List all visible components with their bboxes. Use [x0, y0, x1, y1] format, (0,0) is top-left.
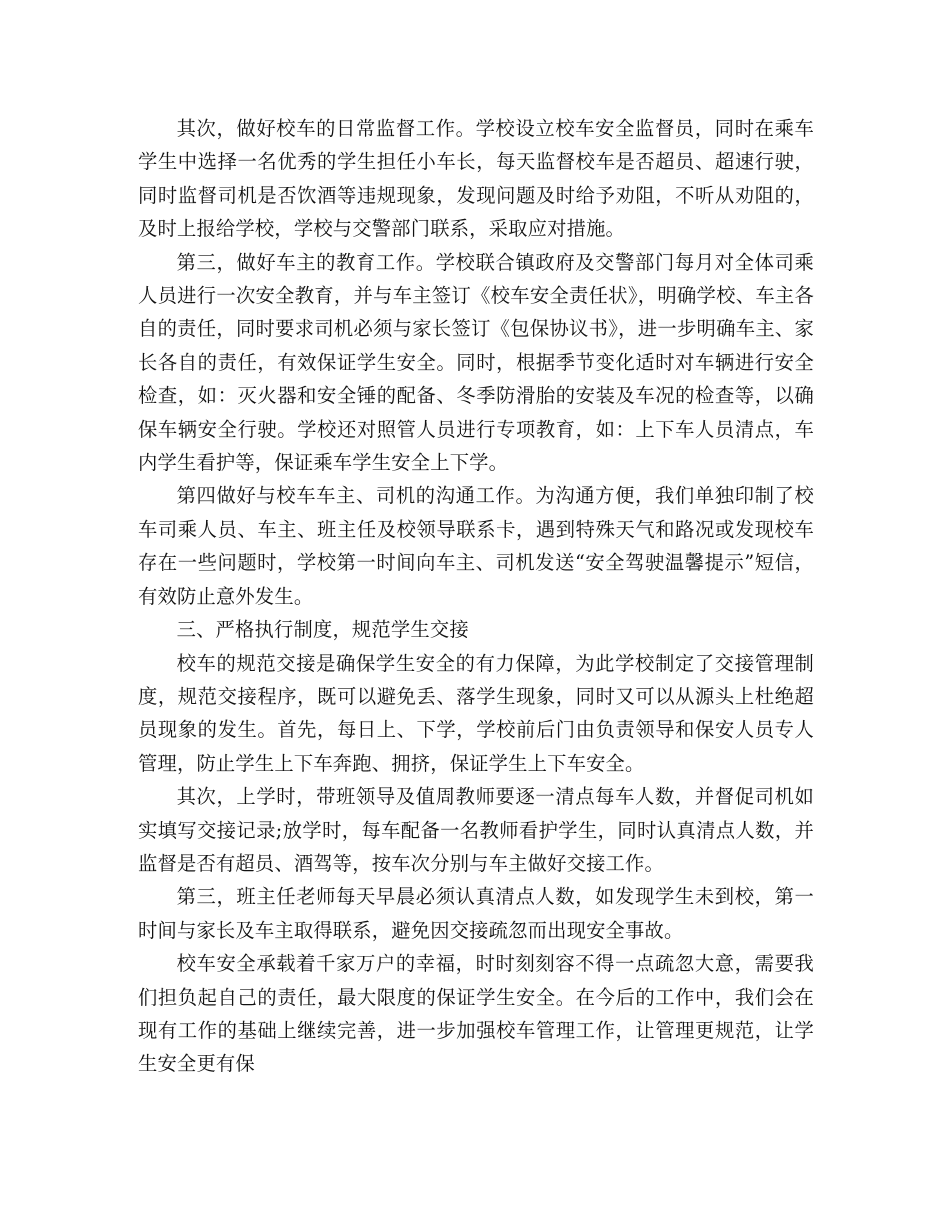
document-body [138, 112, 814, 1081]
section-heading-handover: 三、严格执行制度，规范学生交接 [176, 618, 469, 642]
paragraph-handover-system: 校车的规范交接是确保学生安全的有力保障，为此学校制定了交接管理制度，规范交接程序，既可以避免丢、落学生现象，同时又可以从源头上杜绝超员现象的发生。首先，每日上、下学，学校前后门由负责领导和保安人员专人管理，防止学生上下车奔跑、拥挤，保证学生上下车安全。 [138, 651, 814, 775]
paragraph-communication: 第四做好与校车车主、司机的沟通工作。为沟通方便，我们单独印制了校车司乘人员、车主、班主任及校领导联系卡，遇到特殊天气和路况或发现校车存在一些问题时，学校第一时间向车主、司机发送“安全驾驶温馨提示”短信，有效防止意外发生。 [138, 484, 814, 608]
paragraph-conclusion: 校车安全承载着千家万户的幸福，时时刻刻容不得一点疏忽大意，需要我们担负起自己的责任，最大限度的保证学生安全。在今后的工作中，我们会在现有工作的基础上继续完善，进一步加强校车管理工作，让管理更规范，让学生安全更有保 [138, 952, 814, 1076]
paragraph-school-time-check: 其次，上学时，带班领导及值周教师要逐一清点每车人数，并督促司机如实填写交接记录;放学时，每车配备一名教师看护学生，同时认真清点人数，并监督是否有超员、酒驾等，按车次分别与车主做好交接工作。 [138, 785, 814, 875]
paragraph-head-teacher-check: 第三，班主任老师每天早晨必须认真清点人数，如发现学生未到校，第一时间与家长及车主取得联系，避免因交接疏忽而出现安全事故。 [138, 885, 814, 942]
paragraph-owner-education: 第三，做好车主的教育工作。学校联合镇政府及交警部门每月对全体司乘人员进行一次安全教育，并与车主签订《校车安全责任状》，明确学校、车主各自的责任，同时要求司机必须与家长签订《包保协议书》，进一步明确车主、家长各自的责任，有效保证学生安全。同时，根据季节变化适时对车辆进行安全检查，如：灭火器和安全锤的配备、冬季防滑胎的安装及车况的检查等，以确保车辆安全行驶。学校还对照管人员进行专项教育，如：上下车人员清点，车内学生看护等，保证乘车学生安全上下学。 [138, 250, 814, 475]
paragraph-daily-supervision: 其次，做好校车的日常监督工作。学校设立校车安全监督员，同时在乘车学生中选择一名优秀的学生担任小车长，每天监督校车是否超员、超速行驶，同时监督司机是否饮酒等违规现象，发现问题及时给予劝阻，不听从劝阻的，及时上报给学校，学校与交警部门联系，采取应对措施。 [138, 117, 814, 241]
